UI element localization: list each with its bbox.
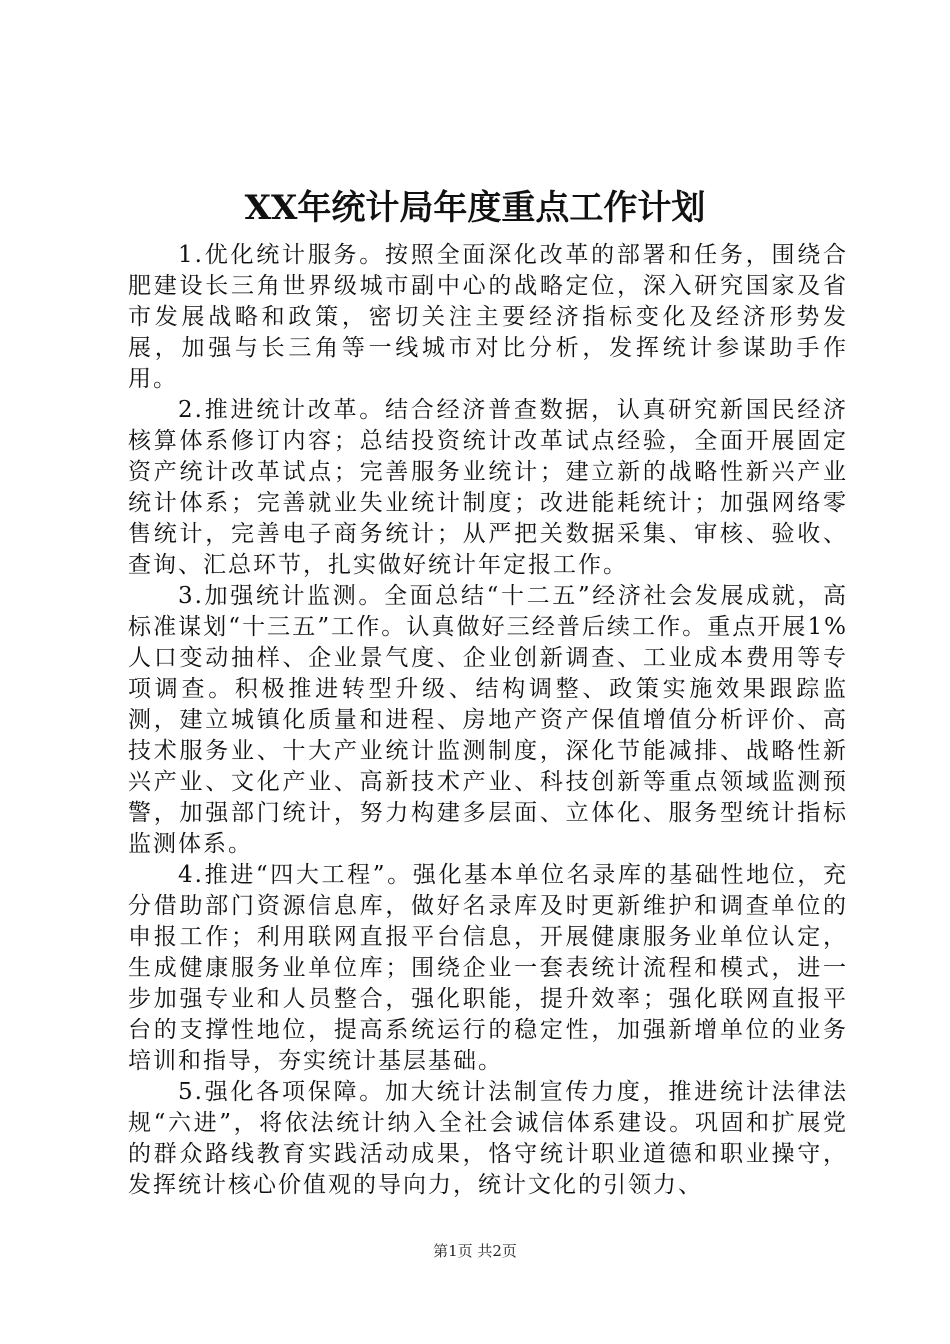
paragraph-3: 3.加强统计监测。全面总结“十二五”经济社会发展成就，高标准谋划“十三五”工作。认真做好三经普后续工作。重点开展1%人口变动抽样、企业景气度、企业创新调查、工业成本费用等专项调查。积极推进转型升级、结构调整、政策实施效果跟踪监测，建立城镇化质量和进程、房地产资产保值增值分析评价、高技术服务业、十大产业统计监测制度，深化节能减排、战略性新兴产业、文化产业、高新技术产业、科技创新等重点领域监测预警，加强部门统计，努力构建多层面、立体化、服务型统计指标监测体系。 [128,583,848,857]
paragraph-5: 5.强化各项保障。加大统计法制宣传力度，推进统计法律法规“六进”，将依法统计纳入全社会诚信体系建设。巩固和扩展党的群众路线教育实践活动成果，恪守统计职业道德和职业操守，发挥统计核心价值观的导向力，统计文化的引领力、 [128,1079,848,1198]
document-title: XX年统计局年度重点工作计划 [244,188,706,228]
paragraph-2: 2.推进统计改革。结合经济普查数据，认真研究新国民经济核算体系修订内容；总结投资统计改革试点经验，全面开展固定资产统计改革试点；完善服务业统计；建立新的战略性新兴产业统计体系；完善就业失业统计制度；改进能耗统计；加强网络零售统计，完善电子商务统计；从严把关数据采集、审核、验收、查询、汇总环节，扎实做好统计年定报工作。 [128,397,848,578]
paragraph-4: 4.推进“四大工程”。强化基本单位名录库的基础性地位，充分借助部门资源信息库，做好名录库及时更新维护和调查单位的申报工作；利用联网直报平台信息，开展健康服务业单位认定，生成健康服务业单位库；围绕企业一套表统计流程和模式，进一步加强专业和人员整合，强化职能，提升效率；强化联网直报平台的支撑性地位，提高系统运行的稳定性，加强新增单位的业务培训和指导，夯实统计基层基础。 [128,862,848,1074]
document-body [128,240,848,1201]
page-number-footer: 第1页 共2页 [433,1242,517,1260]
paragraph-1: 1.优化统计服务。按照全面深化改革的部署和任务，围绕合肥建设长三角世界级城市副中心的战略定位，深入研究国家及省市发展战略和政策，密切关注主要经济指标变化及经济形势发展，加强与长三角等一线城市对比分析，发挥统计参谋助手作用。 [128,242,848,392]
